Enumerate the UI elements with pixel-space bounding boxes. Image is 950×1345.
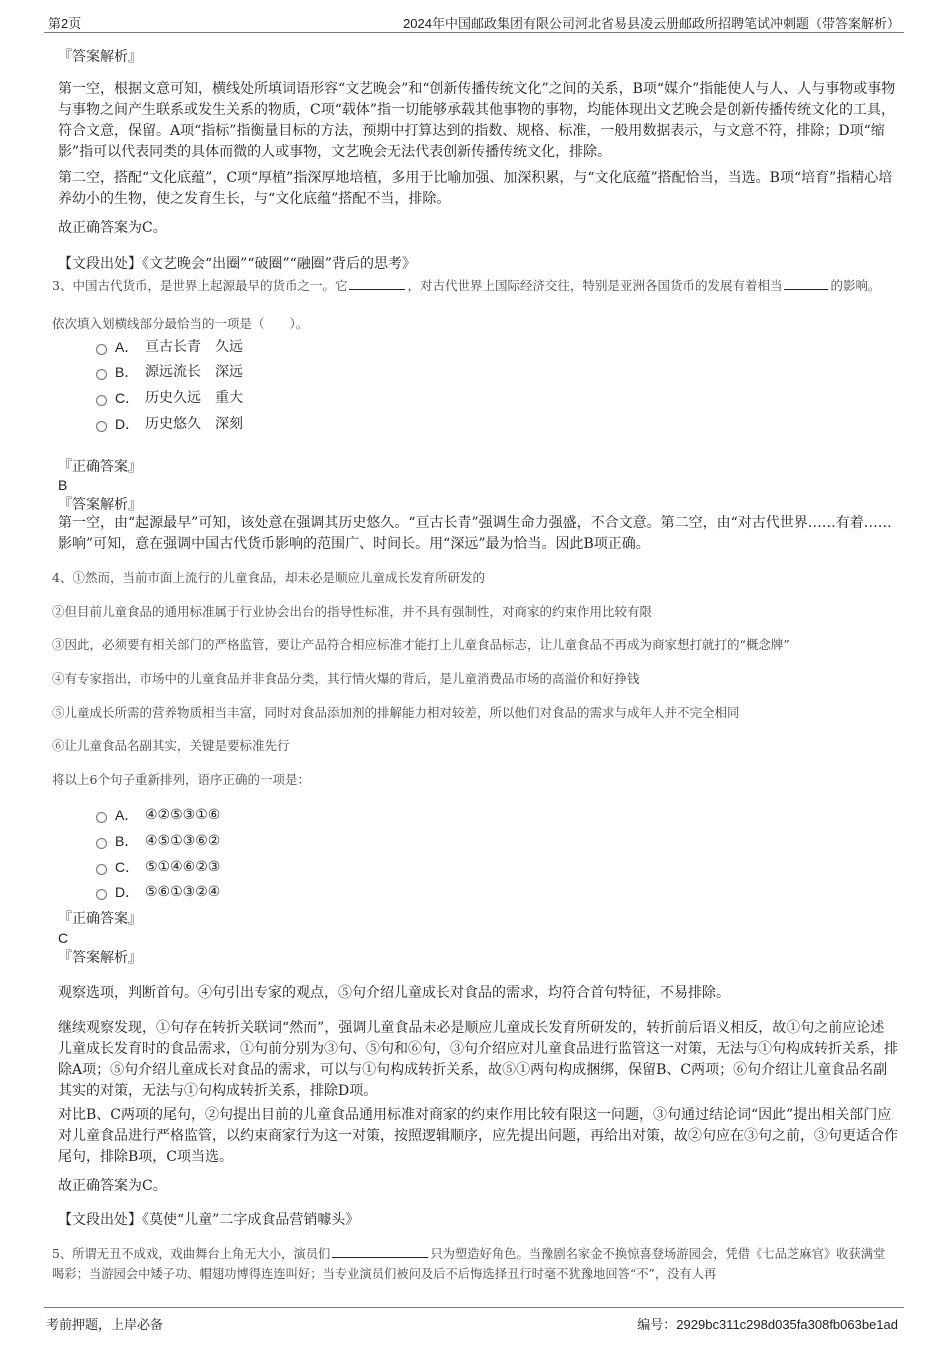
q4-correct-answer: C — [58, 930, 69, 946]
q4-instruction: 将以上6个句子重新排列，语序正确的一项是： — [52, 772, 310, 787]
document-id: 编号：2929bc311c298d035fa308fb063be1ad — [637, 1317, 898, 1332]
question-5-stem: 5、所谓无丑不成戏，戏曲舞台上角无大小，演员们 只为塑造好角色。当豫剧名家金不换惊喜登场游园会，凭借《七品芝麻官》收获满堂喝彩；当游园会中矮子功、帽翅功博得连连叫好；当专业演员们被问及后不后悔选择丑行时毫不犹豫地回答“不”，没有人再 — [52, 1243, 897, 1284]
page-header — [44, 10, 904, 33]
radio-icon[interactable] — [96, 395, 107, 406]
radio-icon[interactable] — [96, 838, 107, 849]
answer-analysis-label: 『答案解析』 — [58, 49, 142, 65]
page-footer — [44, 1307, 904, 1332]
q3-option-a[interactable]: A． 亘古长青 久远 — [96, 337, 243, 357]
document-title: 2024年中国邮政集团有限公司河北省易县凌云册邮政所招聘笔试冲刺题（带答案解析） — [403, 16, 900, 31]
q3-analysis-label: 『答案解析』 — [58, 497, 142, 513]
q4-conclusion: 故正确答案为C。 — [58, 1178, 167, 1194]
q4-analysis-paragraph-3: 对比B、C两项的尾句，②句提出目前的儿童食品通用标准对商家的约束作用比较有限这一问题，③句通过结论词“因此”提出相关部门应对儿童食品进行严格监管，以约束商家行为这一对策，按照逻辑顺序，应先提出问题，再给出对策，故②句应在③句之前，③句更适合作尾句，排除B项，C项当选。 — [58, 1107, 898, 1165]
q3-option-b[interactable]: B． 源远流长 深远 — [96, 362, 243, 382]
q4-analysis-paragraph-1: 观察选项，判断首句。④句引出专家的观点，⑤句介绍儿童成长对食品的需求，均符合首句特征，不易排除。 — [58, 985, 730, 1001]
page-number: 第2页 — [48, 16, 82, 31]
radio-icon[interactable] — [96, 421, 107, 432]
radio-icon[interactable] — [96, 369, 107, 380]
q4-option-a[interactable]: A． ④②⑤③①⑥ — [96, 805, 220, 825]
analysis-paragraph-1: 第一空，根据文意可知，横线处所填词语形容“文艺晚会”和“创新传播传统文化”之间的关系，B项“媒介”指能使人与人、人与事物或事物与事物之间产生联系或发生关系的物质，C项“载体”指一切能够承载其他事物的事物，均能体现出文艺晚会是创新传播传统文化的工具，符合文意，保留。A项“指标”指衡量目标的方法，预期中打算达到的指数、规格、标准，一般用数据表示，与文意不符，排除；D项“缩影”指可以代表同类的具体而微的人或事物，文艺晚会无法代表创新传播传统文化，排除。 — [58, 81, 896, 160]
q4-option-b[interactable]: B． ④⑤①③⑥② — [96, 831, 220, 851]
q4-correct-label: 『正确答案』 — [58, 911, 142, 927]
analysis-paragraph-2: 第二空，搭配“文化底蕴”，C项“厚植”指深厚地培植，多用于比喻加强、加深积累，与“文化底蕴”搭配恰当，当选。B项“培育”指精心培养幼小的生物，使之发育生长，与“文化底蕴”搭配不当，排除。 — [58, 170, 893, 207]
q3-correct-answer: B — [58, 477, 68, 493]
radio-icon[interactable] — [96, 864, 107, 875]
q3-analysis: 第一空，由“起源最早”可知，该处意在强调其历史悠久。“亘古长青”强调生命力强盛，不合文意。第二空，由“对古代世界……有着……影响”可知，意在强调中国古代货币影响的范围广、时间长。用“深远”最为恰当。因此B项正确。 — [58, 515, 892, 552]
question-3-stem: 3、中国古代货币，是世界上起源最早的货币之一。它 ，对古代世界上国际经济交往，特别是亚洲各国货币的发展有着相当 的影响。 — [52, 275, 897, 296]
q4-sentence-4: ④有专家指出，市场中的儿童食品并非食品分类，其行情火爆的背后，是儿童消费品市场的高溢价和好挣钱 — [52, 671, 640, 686]
conclusion: 故正确答案为C。 — [58, 220, 167, 236]
q4-option-d[interactable]: D． ⑤⑥①③②④ — [96, 882, 220, 902]
q4-analysis-paragraph-2: 继续观察发现，①句存在转折关联词“然而”，强调儿童食品未必是顺应儿童成长发育所研发的，转折前后语义相反，故①句之前应论述儿童成长发育时的食品需求，①句前分别为③句、⑤句和⑥句，③句介绍应对儿童食品进行监管这一对策，无法与①句构成转折关系，排除A项；⑤句介绍儿童成长对食品的需求，可以与①句构成转折关系，故⑤①两句构成捆绑，保留B、C两项；⑥句介绍让儿童食品名副其实的对策，无法与①句构成转折关系，排除D项。 — [58, 1020, 898, 1099]
q4-option-c[interactable]: C． ⑤①④⑥②③ — [96, 857, 220, 877]
radio-icon[interactable] — [96, 344, 107, 355]
q4-analysis-label: 『答案解析』 — [58, 950, 142, 966]
q4-sentence-6: ⑥让儿童食品名副其实，关键是要标准先行 — [52, 738, 290, 753]
q3-option-d[interactable]: D． 历史悠久 深刻 — [96, 414, 243, 434]
footer-slogan: 考前押题，上岸必备 — [46, 1317, 164, 1332]
q4-source: 【文段出处】《莫使“儿童”二字成食品营销噱头》 — [58, 1212, 360, 1228]
q4-sentence-5: ⑤儿童成长所需的营养物质相当丰富，同时对食品添加剂的排解能力相对较差，所以他们对食品的需求与成年人并不完全相同 — [52, 705, 740, 720]
q4-sentence-3: ③因此，必须要有相关部门的严格监管，要让产品符合相应标准才能打上儿童食品标志，让儿童食品不再成为商家想打就打的“概念牌” — [52, 637, 790, 652]
q3-option-c[interactable]: C． 历史久远 重大 — [96, 388, 243, 408]
source: 【文段出处】《文艺晚会“出圈”“破圈”“融圈”背后的思考》 — [58, 256, 416, 272]
q4-sentence-1: 4、①然而，当前市面上流行的儿童食品，却未必是顺应儿童成长发育所研发的 — [52, 570, 485, 585]
radio-icon[interactable] — [96, 889, 107, 900]
question-3-instruction: 依次填入划横线部分最恰当的一项是（ ）。 — [52, 316, 309, 331]
radio-icon[interactable] — [96, 812, 107, 823]
q3-correct-label: 『正确答案』 — [58, 459, 142, 475]
q4-sentence-2: ②但目前儿童食品的通用标准属于行业协会出台的指导性标准，并不具有强制性，对商家的约束作用比较有限 — [52, 604, 653, 619]
